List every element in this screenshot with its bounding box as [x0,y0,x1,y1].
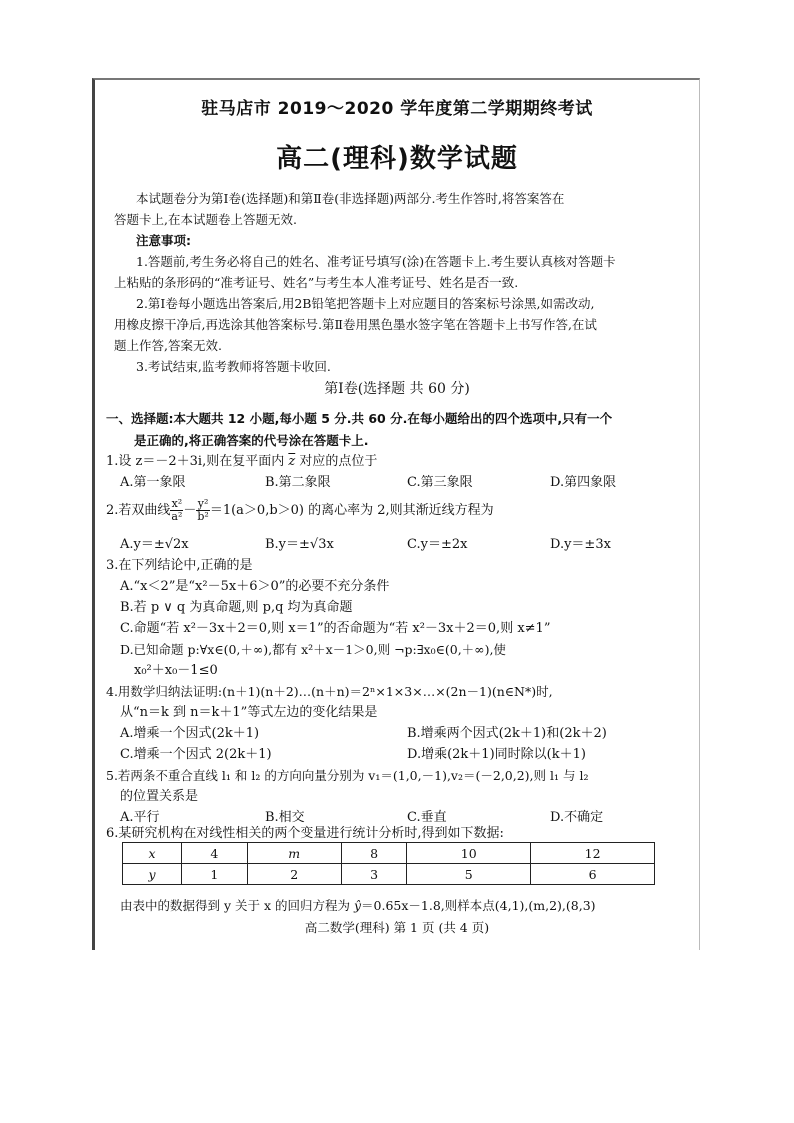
table-cell: 6 [531,864,655,885]
note-2-line-3: 题上作答,答案无效. [114,338,222,353]
q5-option-d: D.不确定 [550,810,604,825]
q5-option-b: B.相交 [265,810,305,825]
q1-option-c: C.第三象限 [407,475,473,490]
q2-fraction-y [196,498,209,523]
table-cell: 8 [341,843,407,864]
q2-minus: － [183,503,197,518]
intro-line-1: 本试题卷分为第Ⅰ卷(选择题)和第Ⅱ卷(非选择题)两部分.考生作答时,将答案答在 [136,191,565,206]
q4-option-a: A.增乘一个因式(2k＋1) [120,726,260,741]
table-row [123,864,655,885]
intro-line-2: 答题卡上,在本试题卷上答题无效. [114,212,297,227]
q4-option-d: D.增乘(2k＋1)同时除以(k＋1) [407,747,586,762]
table-cell: 12 [531,843,655,864]
q5-stem-line-1: 5.若两条不重合直线 l₁ 和 l₂ 的方向向量分别为 v₁＝(1,0,－1),v₂＝(－2,0,2),则 l₁ 与 l₂ [106,768,589,783]
q4-stem-line-2: 从“n＝k 到 n＝k＋1”等式左边的变化结果是 [120,705,378,720]
q1-stem [106,453,377,471]
q6-data-table [122,842,655,885]
q2-stem-post: ＝1(a＞0,b＞0) 的离心率为 2,则其渐近线方程为 [209,503,494,518]
q6-after-table [120,897,596,915]
table-cell: m [247,843,341,864]
q2-stem [106,498,494,524]
q6-stem: 6.某研究机构在对线性相关的两个变量进行统计分析时,得到如下数据: [106,826,504,841]
q2-frac2-den: b² [197,510,209,523]
table-cell: x [123,843,182,864]
notes-heading: 注意事项: [136,233,191,248]
table-cell: y [123,864,182,885]
table-cell: 3 [341,864,407,885]
q2-fraction-x [170,498,183,523]
table-cell: 1 [182,864,248,885]
q4-stem-line-1: 4.用数学归纳法证明:(n＋1)(n＋2)…(n＋n)＝2ⁿ×1×3×…×(2n－1)(n∈N*)时, [106,684,553,699]
note-2-line-2: 用橡皮擦干净后,再选涂其他答案标号.第Ⅱ卷用黑色墨水签字笔在答题卡上书写作答,在试 [114,317,597,332]
note-3: 3.考试结束,监考教师将答题卡收回. [136,359,331,374]
section-1-instr-line-2: 是正确的,将正确答案的代号涂在答题卡上. [134,433,369,448]
q2-option-b: B.y＝±√3x [265,537,334,552]
q2-option-c: C.y＝±2x [407,537,468,552]
page-footer: 高二数学(理科) 第 1 页 (共 4 页) [304,920,490,935]
table-row [123,843,655,864]
q6-after-pre: 由表中的数据得到 y 关于 x 的回归方程为 [120,898,354,913]
q4-option-b: B.增乘两个因式(2k＋1)和(2k＋2) [407,726,607,741]
table-cell: 4 [182,843,248,864]
q1-option-a: A.第一象限 [120,475,186,490]
q2-frac1-den: a² [171,510,183,523]
q1-stem-post: 对应的点位于 [295,454,378,469]
q6-yhat: ŷ [353,898,362,913]
q3-stem: 3.在下列结论中,正确的是 [106,558,253,573]
table-cell: 10 [407,843,531,864]
q3-option-c: C.命题“若 x²－3x＋2＝0,则 x＝1”的否命题为“若 x²－3x＋2＝0,则 x≠1” [120,621,551,636]
q1-zbar: $\overline{z}$ [288,454,296,469]
q5-stem-line-2: 的位置关系是 [120,789,199,804]
note-1-line-2: 上粘贴的条形码的“准考证号、姓名”与考生本人准考证号、姓名是否一致. [114,275,519,290]
q3-option-d-line-2: x₀²＋x₀－1≤0 [134,663,218,678]
q3-option-a: A.“x＜2”是“x²－5x＋6＞0”的必要不充分条件 [120,579,390,594]
q1-option-b: B.第二象限 [265,475,331,490]
section-1-title: 第Ⅰ卷(选择题 共 60 分) [324,381,470,397]
table-cell: 2 [247,864,341,885]
subject-title: 高二(理科)数学试题 [276,144,518,174]
note-1-line-1: 1.答题前,考生务必将自己的姓名、准考证号填写(涂)在答题卡上.考生要认真核对答题卡 [136,254,616,269]
q5-option-a: A.平行 [120,810,160,825]
q5-option-c: C.垂直 [407,810,447,825]
section-1-instr-line-1: 一、选择题:本大题共 12 小题,每小题 5 分.共 60 分.在每小题给出的四个选项中,只有一个 [106,411,613,426]
table-cell: 5 [407,864,531,885]
q2-frac1-num: x² [171,497,183,510]
q2-stem-pre: 2.若双曲线 [106,503,171,518]
q2-option-d: D.y＝±3x [550,537,611,552]
q2-frac2-num: y² [197,497,209,510]
q4-option-c: C.增乘一个因式 2(2k＋1) [120,747,272,762]
q1-stem-pre: 1.设 z＝－2＋3i,则在复平面内 [106,454,289,469]
q6-after-post: ＝0.65x－1.8,则样本点(4,1),(m,2),(8,3) [361,898,596,913]
exam-title: 驻马店市 2019～2020 学年度第二学期期终考试 [201,99,593,119]
note-2-line-1: 2.第Ⅰ卷每小题选出答案后,用2B铅笔把答题卡上对应题目的答案标号涂黑,如需改动, [136,296,595,311]
q3-option-d-line-1: D.已知命题 p:∀x∈(0,＋∞),都有 x²＋x－1＞0,则 ¬p:∃x₀∈(0,＋∞),使 [120,642,506,657]
q2-option-a: A.y＝±√2x [120,537,189,552]
q1-option-d: D.第四象限 [550,475,617,490]
q3-option-b: B.若 p ∨ q 为真命题,则 p,q 均为真命题 [120,600,353,615]
